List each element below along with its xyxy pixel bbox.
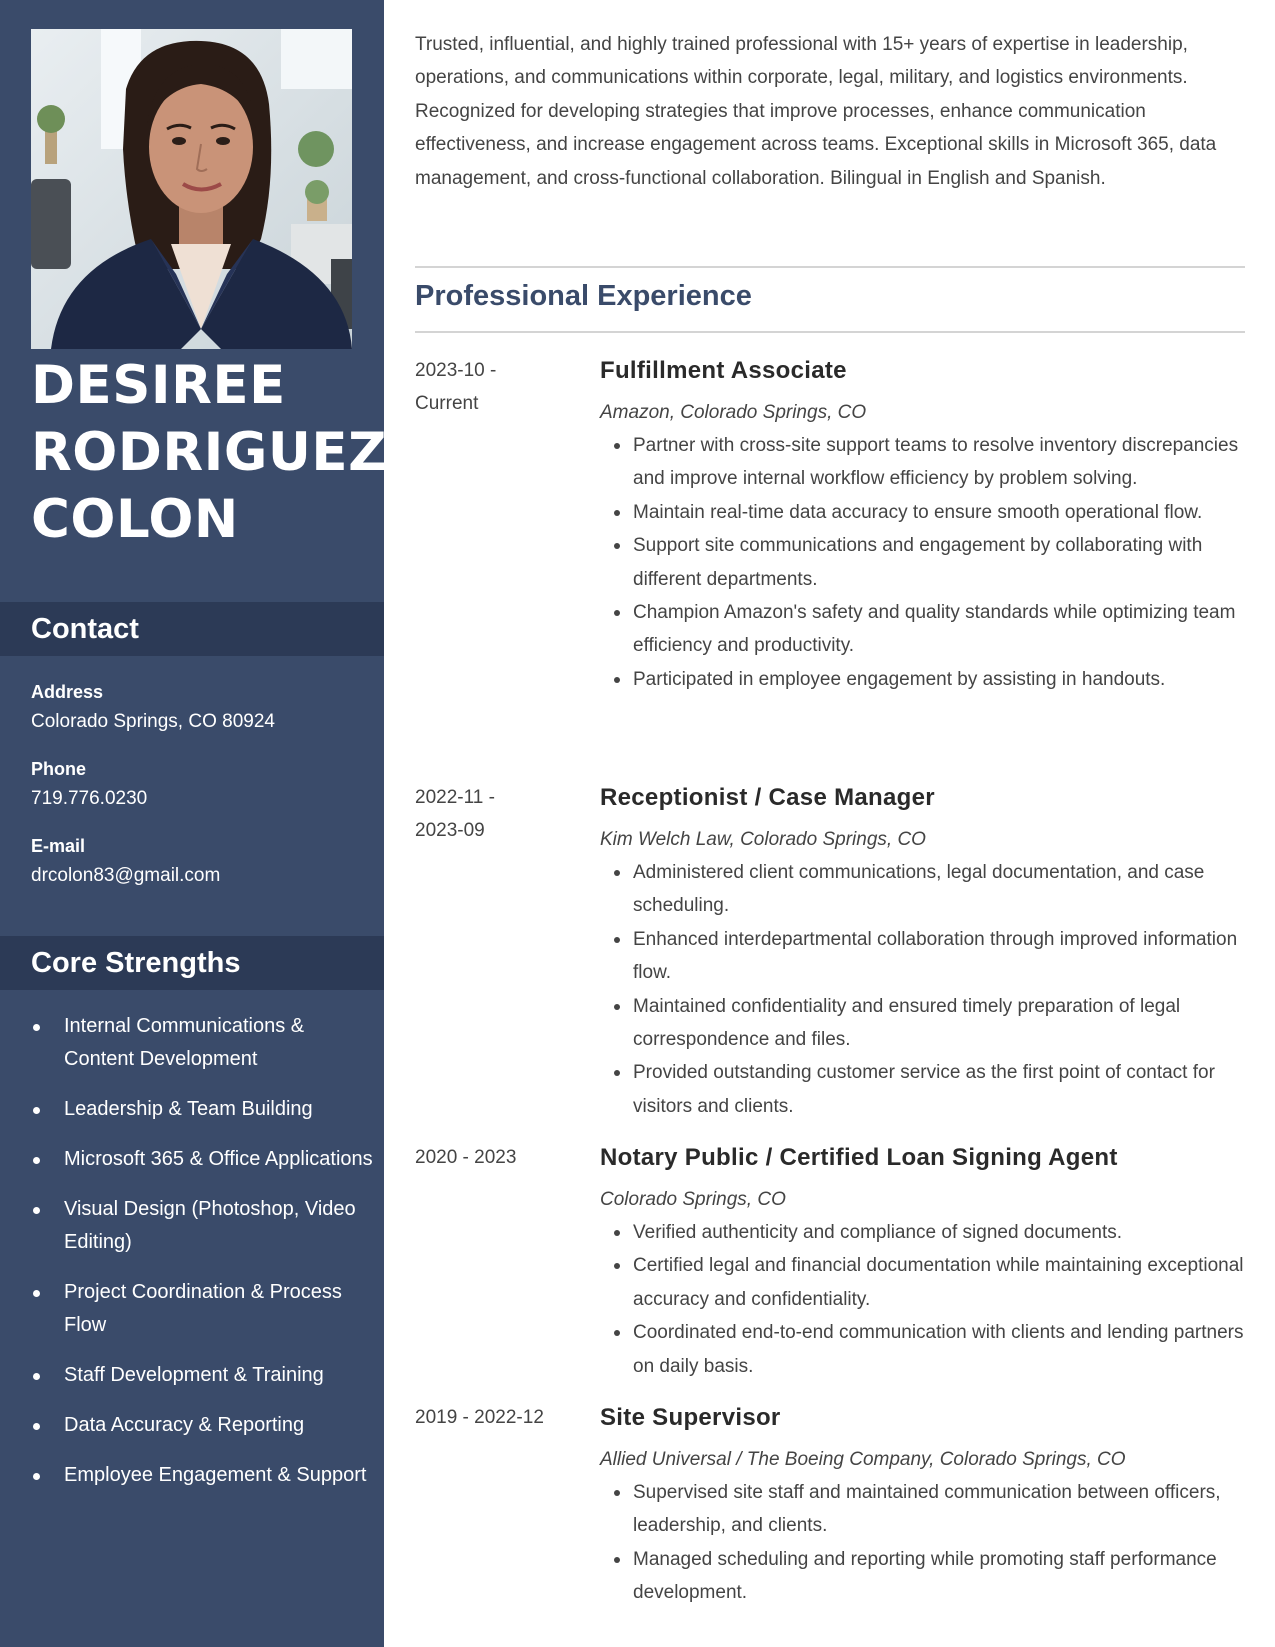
bullet-icon xyxy=(614,443,620,449)
divider xyxy=(415,266,1245,268)
bullet-icon xyxy=(614,1004,620,1010)
bullet-icon xyxy=(614,610,620,616)
name-line-3: COLON xyxy=(31,489,239,550)
bullet-icon xyxy=(614,1557,620,1563)
bullet-icon xyxy=(614,937,620,943)
job-bullet xyxy=(600,529,1245,596)
strength-text: Project Coordination & Process Flow xyxy=(64,1281,342,1336)
job-bullets xyxy=(600,1216,1245,1383)
job-date-start: 2019 - 2022-12 xyxy=(415,1407,544,1428)
strength-text: Data Accuracy & Reporting xyxy=(64,1414,305,1436)
job-dates xyxy=(415,354,585,420)
bullet-icon xyxy=(33,1373,40,1380)
candidate-name xyxy=(31,352,388,553)
bullet-icon xyxy=(614,1330,620,1336)
name-line-1: DESIREE xyxy=(31,355,286,416)
strength-item xyxy=(31,1459,376,1492)
sidebar xyxy=(0,0,388,1647)
job-title: Fulfillment Associate xyxy=(600,357,847,384)
strength-text: Staff Development & Training xyxy=(64,1364,324,1386)
job-date-end: Current xyxy=(415,393,479,414)
job-dates xyxy=(415,1141,585,1174)
job-bullet xyxy=(600,1543,1245,1610)
bullet-icon xyxy=(614,870,620,876)
strengths-list xyxy=(31,1010,376,1509)
bullet-icon xyxy=(33,1290,40,1297)
job-bullet xyxy=(600,663,1245,696)
strength-item xyxy=(31,1010,376,1076)
divider xyxy=(415,331,1245,333)
bullet-icon xyxy=(33,1423,40,1430)
job-body xyxy=(600,354,1245,696)
strength-text: Microsoft 365 & Office Applications xyxy=(64,1148,373,1170)
job-company: Amazon, Colorado Springs, CO xyxy=(600,402,867,423)
bullet-icon xyxy=(614,1263,620,1269)
bullet-text: Certified legal and financial documentation while maintaining exceptional accuracy and confidentiality. xyxy=(633,1255,1244,1310)
bullet-text: Support site communications and engagement by collaborating with different departments. xyxy=(633,535,1203,590)
job-bullet xyxy=(600,923,1245,990)
job-bullet xyxy=(600,1056,1245,1123)
bullet-icon xyxy=(33,1207,40,1214)
job-company: Kim Welch Law, Colorado Springs, CO xyxy=(600,829,926,850)
contact-section xyxy=(31,680,371,911)
job-date-start: 2023-10 - xyxy=(415,360,497,381)
job-date-start: 2022-11 - xyxy=(415,787,495,808)
job-bullet xyxy=(600,1216,1245,1249)
bullet-icon xyxy=(614,543,620,549)
job-body xyxy=(600,1401,1245,1610)
bullet-text: Coordinated end-to-end communication with clients and lending partners on daily basis. xyxy=(633,1322,1244,1377)
strength-item xyxy=(31,1359,376,1392)
job-bullet xyxy=(600,596,1245,663)
bullet-icon xyxy=(614,1490,620,1496)
contact-address xyxy=(31,680,371,757)
bullet-icon xyxy=(614,677,620,683)
contact-value[interactable]: drcolon83@gmail.com xyxy=(31,865,221,886)
strength-item xyxy=(31,1143,376,1176)
bullet-icon xyxy=(614,510,620,516)
bullet-text: Champion Amazon's safety and quality standards while optimizing team efficiency and productivity. xyxy=(633,602,1236,657)
bullet-text: Maintain real-time data accuracy to ensure smooth operational flow. xyxy=(633,501,1203,523)
profile-photo xyxy=(31,29,352,349)
job-bullet xyxy=(600,1316,1245,1383)
bullet-text: Supervised site staff and maintained communication between officers, leadership, and clients. xyxy=(633,1482,1221,1537)
contact-value: Colorado Springs, CO 80924 xyxy=(31,711,275,732)
strength-item xyxy=(31,1093,376,1126)
bullet-text: Partner with cross-site support teams to resolve inventory discrepancies and improve internal workflow efficiency by problem solving. xyxy=(633,435,1239,490)
job-date-start: 2020 - 2023 xyxy=(415,1147,517,1168)
job-dates xyxy=(415,1401,585,1434)
bullet-icon xyxy=(33,1473,40,1480)
bullet-text: Participated in employee engagement by assisting in handouts. xyxy=(633,668,1166,690)
strength-item xyxy=(31,1193,376,1259)
job-dates xyxy=(415,781,585,847)
job-body xyxy=(600,1141,1245,1383)
job-bullet xyxy=(600,1249,1245,1316)
bullet-icon xyxy=(614,1070,620,1076)
strength-item xyxy=(31,1409,376,1442)
job-bullets xyxy=(600,429,1245,696)
job-bullet xyxy=(600,990,1245,1057)
bullet-text: Verified authenticity and compliance of signed documents. xyxy=(633,1222,1123,1243)
bullet-icon xyxy=(33,1024,40,1031)
job-bullets xyxy=(600,856,1245,1123)
job-company: Allied Universal / The Boeing Company, Colorado Springs, CO xyxy=(600,1449,1126,1470)
name-line-2: RODRIGUEZ xyxy=(31,422,388,483)
contact-email xyxy=(31,834,371,911)
strength-item xyxy=(31,1276,376,1342)
contact-phone xyxy=(31,757,371,834)
strengths-header xyxy=(0,936,384,990)
bullet-text: Administered client communications, legal documentation, and case scheduling. xyxy=(633,862,1205,917)
job-title: Receptionist / Case Manager xyxy=(600,784,935,811)
job-bullet xyxy=(600,496,1245,529)
portrait-image xyxy=(31,29,352,349)
bullet-text: Enhanced interdepartmental collaboration through improved information flow. xyxy=(633,928,1238,984)
bullet-text: Provided outstanding customer service as the first point of contact for visitors and clients. xyxy=(633,1062,1215,1117)
job-bullets xyxy=(600,1476,1245,1610)
contact-label: E-mail xyxy=(31,836,86,856)
job-bullet xyxy=(600,856,1245,923)
strengths-heading: Core Strengths xyxy=(31,947,241,979)
job-title: Notary Public / Certified Loan Signing Agent xyxy=(600,1144,1118,1171)
bullet-icon xyxy=(614,1230,620,1236)
experience-heading: Professional Experience xyxy=(415,280,752,312)
contact-heading: Contact xyxy=(31,613,139,645)
strength-text: Employee Engagement & Support xyxy=(64,1464,367,1486)
job-bullet xyxy=(600,1476,1245,1543)
job-company: Colorado Springs, CO xyxy=(600,1189,786,1210)
strength-text: Visual Design (Photoshop, Video Editing) xyxy=(64,1198,356,1253)
job-title: Site Supervisor xyxy=(600,1404,781,1431)
bullet-icon xyxy=(33,1157,40,1164)
job-body xyxy=(600,781,1245,1123)
contact-label: Phone xyxy=(31,759,87,779)
strength-text: Leadership & Team Building xyxy=(64,1098,313,1120)
bullet-icon xyxy=(33,1107,40,1114)
contact-header xyxy=(0,602,384,656)
job-bullet xyxy=(600,429,1245,496)
bullet-text: Managed scheduling and reporting while promoting staff performance development. xyxy=(633,1548,1217,1604)
bullet-text: Maintained confidentiality and ensured timely preparation of legal correspondence and files. xyxy=(633,995,1181,1051)
job-date-end: 2023-09 xyxy=(415,820,485,841)
summary-paragraph: Trusted, influential, and highly trained professional with 15+ years of expertise in leadership, operations, and communications within corporate, legal, military, and logistics environments. Recognized for developing strategies that improve processes, enhance communication effectiveness, and increase engagement across teams. Exceptional skills in Microsoft 365, data management, and cross-functional collaboration. Bilingual in English and Spanish. xyxy=(415,34,1217,189)
contact-value: 719.776.0230 xyxy=(31,788,148,809)
strength-text: Internal Communications & Content Development xyxy=(64,1015,305,1070)
contact-label: Address xyxy=(31,682,104,702)
